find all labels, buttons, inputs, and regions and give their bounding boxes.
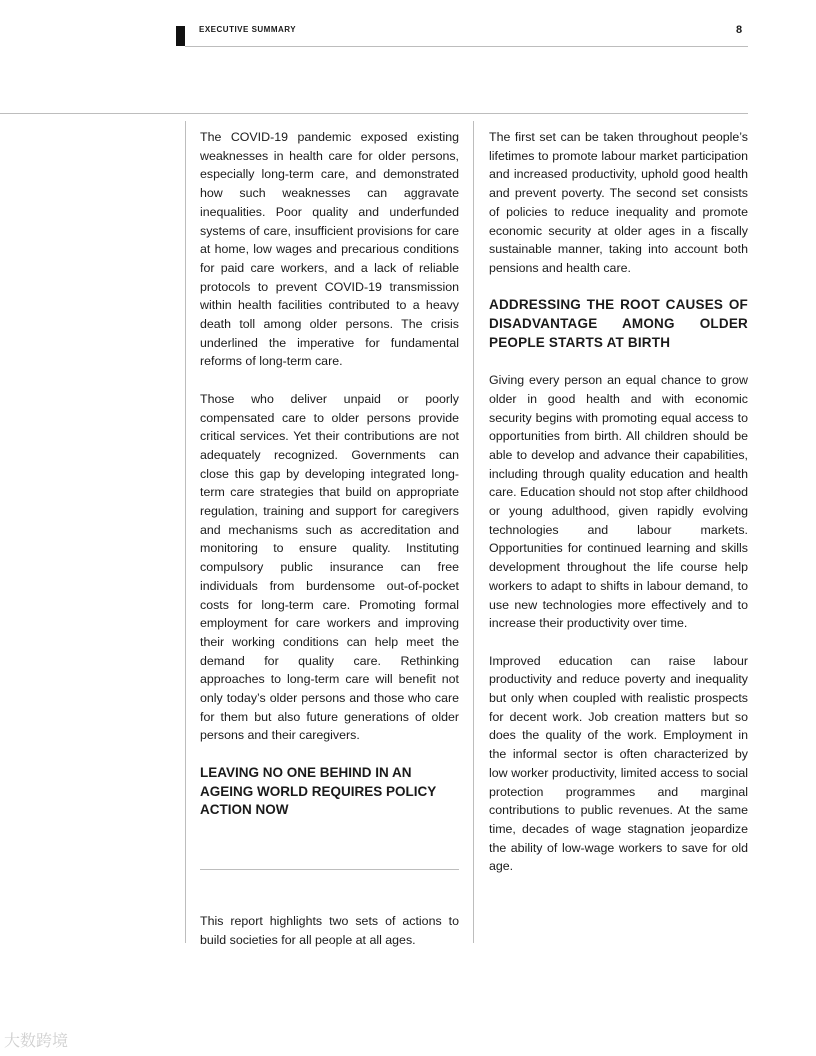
section-heading: ADDRESSING THE ROOT CAUSES OF DISADVANTAGE AMONG OLDER PEOPLE STARTS AT BIRTH	[489, 297, 748, 350]
section-title: EXECUTIVE SUMMARY	[199, 25, 297, 34]
section-heading: LEAVING NO ONE BEHIND IN AN AGEING WORLD REQUIRES POLICY ACTION NOW	[200, 764, 437, 818]
section-divider	[200, 869, 459, 870]
header-marker-bar	[176, 26, 185, 46]
body-paragraph: The first set can be taken throughout people’s lifetimes to promote labour market participation and increased productivity, uphold good health and prevent poverty. The second set consists of policies to reduce inequality and promote economic security at older ages in a fiscally sustainable manner, taking into account both pensions and health care.	[489, 130, 748, 275]
content-divider	[0, 113, 748, 114]
body-paragraph: This report highlights two sets of actions to build societies for all people at all ages.	[200, 914, 459, 947]
right-column	[489, 128, 748, 876]
left-column-rule	[185, 121, 186, 943]
body-paragraph: Improved education can raise labour productivity and reduce poverty and inequality but only when coupled with realistic prospects for decent work. Job creation matters but so does the quality of the work. Employment in the informal sector is often characterized by low worker productivity, limited access to social protection programmes and marginal contributions to public revenues. At the same time, decades of wage stagnation jeopardize the ability of low-wage workers to save for old age.	[489, 653, 748, 874]
header-divider	[185, 46, 748, 47]
body-paragraph: The COVID-19 pandemic exposed existing weaknesses in health care for older persons, especially long-term care, and demonstrated how such weaknesses can aggravate inequalities. Poor quality and underfunded systems of care, insufficient provisions for care at home, low wages and precarious conditions for paid care workers, and a lack of reliable protocols to prevent COVID-19 transmission within health facilities contributed to a heavy death toll among older persons. The crisis underlined the imperative for fundamental reforms of long-term care.	[200, 130, 459, 369]
center-column-rule	[473, 121, 474, 943]
page-number: 8	[736, 24, 743, 36]
body-paragraph: Those who deliver unpaid or poorly compensated care to older persons provide critical services. Yet their contributions are not adequately recognized. Governments can close this gap by developing integrated long-term care strategies that build on appropriate regulation, training and support for caregivers and mechanisms such as accreditation and monitoring to ensure quality. Instituting compulsory public insurance can free individuals from burdensome out-of-pocket costs for long-term care. Promoting formal employment for care workers and improving their working conditions can help meet the demand for quality care. Rethinking approaches to long-term care will benefit not only today’s older persons and those who care for them but also future generations of older persons and their caregivers.	[200, 391, 459, 743]
left-column	[200, 128, 459, 820]
watermark: 大数跨境	[4, 1033, 69, 1050]
body-paragraph: Giving every person an equal chance to grow older in good health and with economic security begins with promoting equal access to opportunities from birth. All children should be able to develop and advance their capabilities, including through quality education and health care. Education should not stop after childhood or young adulthood, given rapidly evolving technologies and labour markets. Opportunities for continued learning and skills development throughout the life course help workers to adapt to shifts in labour demand, to use new technologies more effectively and to increase their productivity over time.	[489, 373, 748, 631]
